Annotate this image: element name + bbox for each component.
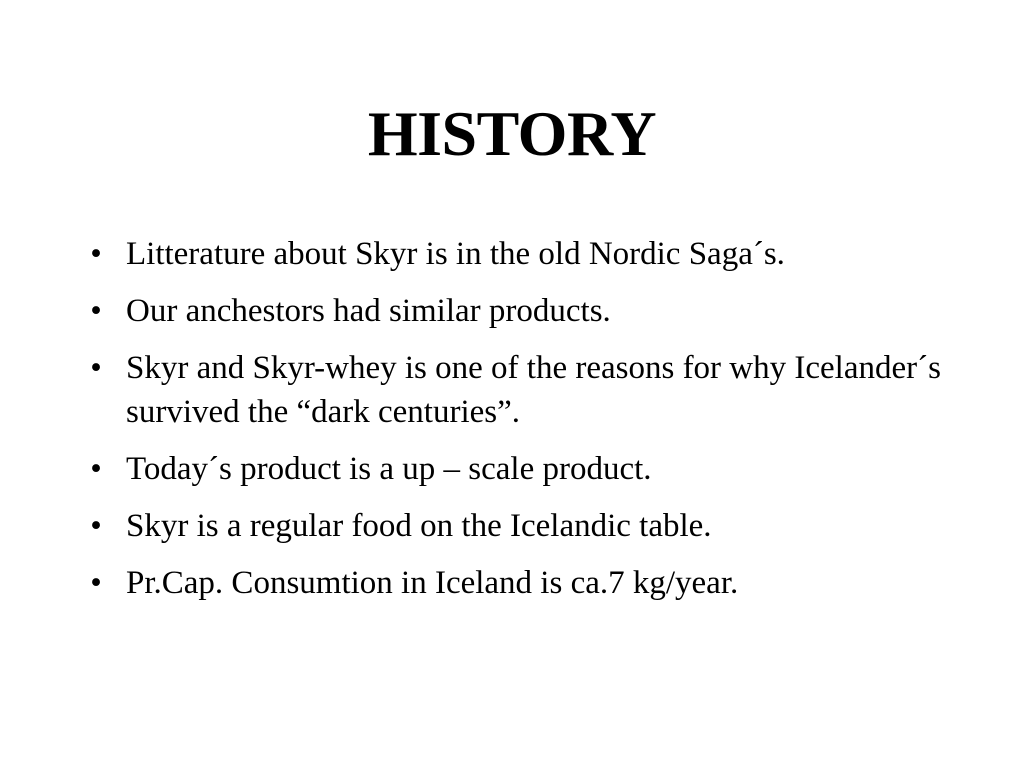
bullet-text: Our anchestors had similar products. <box>126 293 611 329</box>
slide-title: HISTORY <box>367 98 657 169</box>
bullet-icon: • <box>90 451 102 487</box>
bullet-text: Pr.Cap. Consumtion in Iceland is ca.7 kg/year. <box>126 565 739 601</box>
bullet-item <box>84 504 944 548</box>
bullet-text: Skyr and Skyr-whey is one of the reasons for why Icelander´s survived the “dark centuries”. <box>126 350 941 430</box>
bullet-text: Today´s product is a up – scale product. <box>126 451 652 487</box>
bullet-text: Skyr is a regular food on the Icelandic table. <box>126 508 712 544</box>
bullet-item <box>84 346 944 434</box>
bullet-item <box>84 447 944 491</box>
bullet-item <box>84 232 944 276</box>
bullet-item <box>84 561 944 605</box>
bullet-icon: • <box>90 350 102 386</box>
bullet-text: Litterature about Skyr is in the old Nordic Saga´s. <box>126 236 785 272</box>
bullet-list <box>84 232 944 618</box>
bullet-item <box>84 289 944 333</box>
bullet-icon: • <box>90 565 102 601</box>
bullet-icon: • <box>90 293 102 329</box>
bullet-icon: • <box>90 508 102 544</box>
bullet-icon: • <box>90 236 102 272</box>
